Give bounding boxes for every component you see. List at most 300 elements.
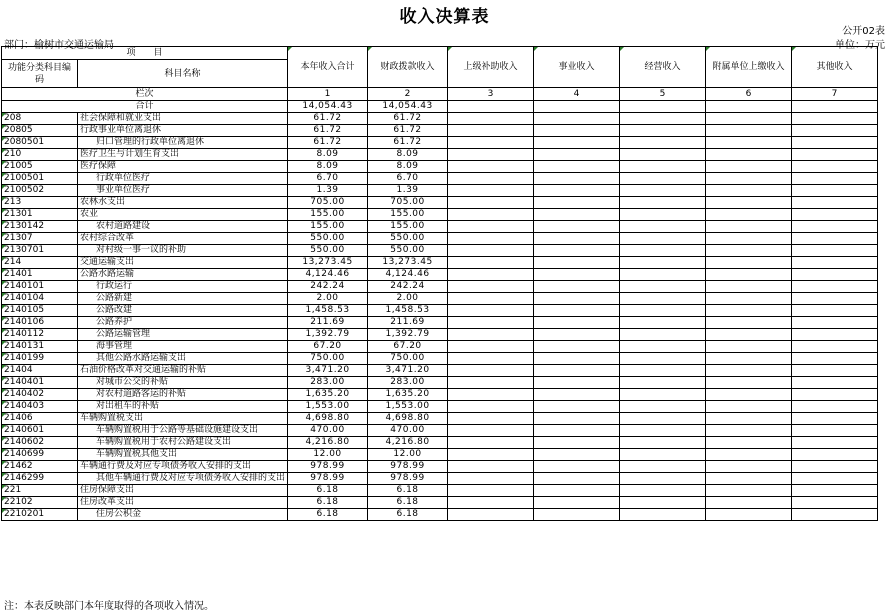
row-name: 交通运输支出 (78, 257, 288, 269)
header-code: 功能分类科目编码 (2, 60, 78, 88)
row-v7 (792, 365, 878, 377)
row-name: 对农村道路客运的补贴 (78, 389, 288, 401)
header-col2: 财政拨款收入 (368, 47, 448, 88)
table-row (2, 329, 878, 341)
row-v6 (706, 401, 792, 413)
row-v3 (448, 113, 534, 125)
row-v3 (448, 497, 534, 509)
table-row (2, 365, 878, 377)
row-v3 (448, 317, 534, 329)
row-v1: 6.18 (288, 497, 368, 509)
page-title: 收入决算表 (399, 7, 490, 27)
row-v5 (620, 281, 706, 293)
table-row (2, 269, 878, 281)
header-col5: 经营收入 (620, 47, 706, 88)
table-row (2, 161, 878, 173)
row-v4 (534, 377, 620, 389)
row-v3 (448, 161, 534, 173)
row-v3 (448, 485, 534, 497)
row-name: 行政单位医疗 (78, 173, 288, 185)
row-name: 社会保障和就业支出 (78, 113, 288, 125)
row-v2: 67.20 (368, 341, 448, 353)
row-v7 (792, 425, 878, 437)
row-v3 (448, 341, 534, 353)
row-v2: 12.00 (368, 449, 448, 461)
row-name: 车辆购置税其他支出 (78, 449, 288, 461)
row-v4 (534, 113, 620, 125)
row-name: 公路养护 (78, 317, 288, 329)
row-v5 (620, 149, 706, 161)
row-v6 (706, 281, 792, 293)
row-v5 (620, 509, 706, 521)
row-v2: 6.18 (368, 497, 448, 509)
row-v5 (620, 173, 706, 185)
row-code: 213 (2, 197, 78, 209)
row-v5 (620, 341, 706, 353)
row-v1: 750.00 (288, 353, 368, 365)
row-v3 (448, 401, 534, 413)
row-name: 车辆购置税用于公路等基础设施建设支出 (78, 425, 288, 437)
row-v4 (534, 257, 620, 269)
row-v1: 242.24 (288, 281, 368, 293)
row-code: 2140199 (2, 353, 78, 365)
department-label: 部门：榆树市交通运输局 (4, 40, 114, 51)
row-name: 公路新建 (78, 293, 288, 305)
row-v7 (792, 449, 878, 461)
row-v7 (792, 257, 878, 269)
row-name: 对城市公交的补贴 (78, 377, 288, 389)
row-v6 (706, 149, 792, 161)
row-v1: 978.99 (288, 473, 368, 485)
row-v5 (620, 197, 706, 209)
row-v6 (706, 233, 792, 245)
row-v4 (534, 245, 620, 257)
header-n2: 2 (368, 88, 448, 101)
row-v5 (620, 461, 706, 473)
row-v2: 6.18 (368, 509, 448, 521)
row-v1: 12.00 (288, 449, 368, 461)
row-v5 (620, 233, 706, 245)
footer-note: 注：本表反映部门本年度取得的各项收入情况。 (4, 601, 214, 612)
row-v6 (706, 113, 792, 125)
table-row (2, 461, 878, 473)
row-v2: 61.72 (368, 137, 448, 149)
row-name: 车辆通行费及对应专项债务收入安排的支出 (78, 461, 288, 473)
header-col6: 附属单位上缴收入 (706, 47, 792, 88)
table-row (2, 425, 878, 437)
table-row (2, 317, 878, 329)
row-v2: 1.39 (368, 185, 448, 197)
row-v6 (706, 473, 792, 485)
row-v2: 1,392.79 (368, 329, 448, 341)
total-v5 (620, 101, 706, 113)
table-row (2, 401, 878, 413)
table-row (2, 233, 878, 245)
table-row (2, 125, 878, 137)
row-v1: 1,553.00 (288, 401, 368, 413)
row-v2: 13,273.45 (368, 257, 448, 269)
row-code: 2210201 (2, 509, 78, 521)
row-v7 (792, 221, 878, 233)
row-code: 210 (2, 149, 78, 161)
row-name: 其他车辆通行费及对应专项债务收入安排的支出 (78, 473, 288, 485)
header-col7: 其他收入 (792, 47, 878, 88)
row-v4 (534, 389, 620, 401)
row-v7 (792, 473, 878, 485)
row-v6 (706, 389, 792, 401)
row-v1: 8.09 (288, 161, 368, 173)
table-row (2, 257, 878, 269)
row-v1: 978.99 (288, 461, 368, 473)
row-v6 (706, 437, 792, 449)
row-v7 (792, 377, 878, 389)
row-v7 (792, 161, 878, 173)
row-v1: 6.70 (288, 173, 368, 185)
row-name: 公路运输管理 (78, 329, 288, 341)
row-v7 (792, 185, 878, 197)
row-v4 (534, 137, 620, 149)
row-v5 (620, 161, 706, 173)
row-v3 (448, 509, 534, 521)
row-v1: 1,458.53 (288, 305, 368, 317)
row-v4 (534, 425, 620, 437)
row-v7 (792, 509, 878, 521)
row-v3 (448, 233, 534, 245)
row-v1: 1.39 (288, 185, 368, 197)
header-n1: 1 (288, 88, 368, 101)
row-name: 农村综合改革 (78, 233, 288, 245)
row-v1: 1,635.20 (288, 389, 368, 401)
row-v1: 67.20 (288, 341, 368, 353)
row-v5 (620, 317, 706, 329)
row-v1: 283.00 (288, 377, 368, 389)
row-v2: 8.09 (368, 149, 448, 161)
row-v1: 8.09 (288, 149, 368, 161)
row-v1: 61.72 (288, 113, 368, 125)
row-v5 (620, 293, 706, 305)
row-v7 (792, 197, 878, 209)
row-v1: 470.00 (288, 425, 368, 437)
row-v4 (534, 461, 620, 473)
row-v7 (792, 317, 878, 329)
row-code: 2140101 (2, 281, 78, 293)
row-code: 2140601 (2, 425, 78, 437)
row-v7 (792, 497, 878, 509)
table-row (2, 149, 878, 161)
row-code: 2146299 (2, 473, 78, 485)
form-code: 公开02表 (842, 26, 885, 37)
row-v1: 211.69 (288, 317, 368, 329)
row-v2: 750.00 (368, 353, 448, 365)
table-row (2, 185, 878, 197)
row-v3 (448, 461, 534, 473)
row-code: 2140602 (2, 437, 78, 449)
row-v4 (534, 197, 620, 209)
table-row (2, 173, 878, 185)
row-v7 (792, 281, 878, 293)
row-v2: 705.00 (368, 197, 448, 209)
row-v6 (706, 413, 792, 425)
row-v7 (792, 149, 878, 161)
row-v7 (792, 437, 878, 449)
row-v1: 550.00 (288, 233, 368, 245)
total-v7 (792, 101, 878, 113)
row-name: 住房公积金 (78, 509, 288, 521)
row-v2: 978.99 (368, 473, 448, 485)
row-v6 (706, 185, 792, 197)
row-v3 (448, 185, 534, 197)
row-v1: 6.18 (288, 509, 368, 521)
row-v2: 550.00 (368, 233, 448, 245)
row-v1: 705.00 (288, 197, 368, 209)
row-name: 对出租车的补贴 (78, 401, 288, 413)
row-v3 (448, 209, 534, 221)
row-v4 (534, 173, 620, 185)
row-code: 2100501 (2, 173, 78, 185)
row-v3 (448, 197, 534, 209)
row-code: 2140106 (2, 317, 78, 329)
row-v6 (706, 245, 792, 257)
row-name: 医疗卫生与计划生育支出 (78, 149, 288, 161)
row-v2: 6.18 (368, 485, 448, 497)
row-v7 (792, 305, 878, 317)
row-v5 (620, 305, 706, 317)
row-name: 农林水支出 (78, 197, 288, 209)
table-row (2, 497, 878, 509)
row-name: 医疗保障 (78, 161, 288, 173)
row-v4 (534, 293, 620, 305)
row-v3 (448, 245, 534, 257)
row-v2: 61.72 (368, 113, 448, 125)
row-v5 (620, 425, 706, 437)
row-v7 (792, 173, 878, 185)
row-name: 行政事业单位离退休 (78, 125, 288, 137)
row-v5 (620, 413, 706, 425)
row-v1: 3,471.20 (288, 365, 368, 377)
row-v4 (534, 437, 620, 449)
row-v3 (448, 473, 534, 485)
row-v3 (448, 425, 534, 437)
row-name: 住房改革支出 (78, 497, 288, 509)
row-v6 (706, 341, 792, 353)
table-row (2, 413, 878, 425)
row-code: 21401 (2, 269, 78, 281)
total-row (2, 101, 878, 113)
row-v5 (620, 221, 706, 233)
row-name: 归口管理的行政单位离退休 (78, 137, 288, 149)
unit-label: 单位：万元 (835, 40, 885, 51)
row-v7 (792, 413, 878, 425)
row-v4 (534, 365, 620, 377)
row-v7 (792, 233, 878, 245)
row-v4 (534, 221, 620, 233)
row-name: 公路水路运输 (78, 269, 288, 281)
row-v5 (620, 365, 706, 377)
row-v3 (448, 437, 534, 449)
row-v2: 283.00 (368, 377, 448, 389)
row-v3 (448, 173, 534, 185)
row-v6 (706, 377, 792, 389)
row-v3 (448, 449, 534, 461)
row-v4 (534, 509, 620, 521)
row-v7 (792, 353, 878, 365)
row-name: 石油价格改革对交通运输的补贴 (78, 365, 288, 377)
row-v7 (792, 485, 878, 497)
row-v7 (792, 209, 878, 221)
row-v3 (448, 269, 534, 281)
row-v2: 1,458.53 (368, 305, 448, 317)
row-v6 (706, 137, 792, 149)
row-v3 (448, 221, 534, 233)
row-v4 (534, 269, 620, 281)
row-code: 2140131 (2, 341, 78, 353)
row-v5 (620, 257, 706, 269)
row-v3 (448, 365, 534, 377)
table-row (2, 113, 878, 125)
table-row (2, 437, 878, 449)
row-code: 21301 (2, 209, 78, 221)
row-code: 2140104 (2, 293, 78, 305)
row-code: 2140402 (2, 389, 78, 401)
row-v5 (620, 449, 706, 461)
table-row (2, 473, 878, 485)
table-row (2, 293, 878, 305)
row-code: 2080501 (2, 137, 78, 149)
row-name: 车辆购置税支出 (78, 413, 288, 425)
row-v4 (534, 329, 620, 341)
row-v1: 1,392.79 (288, 329, 368, 341)
row-name: 事业单位医疗 (78, 185, 288, 197)
row-code: 2130142 (2, 221, 78, 233)
row-v4 (534, 485, 620, 497)
row-v3 (448, 293, 534, 305)
row-v5 (620, 269, 706, 281)
row-v6 (706, 161, 792, 173)
row-v7 (792, 401, 878, 413)
row-v1: 4,698.80 (288, 413, 368, 425)
row-v5 (620, 377, 706, 389)
row-v2: 2.00 (368, 293, 448, 305)
row-code: 2140401 (2, 377, 78, 389)
row-code: 221 (2, 485, 78, 497)
table-row (2, 197, 878, 209)
row-v3 (448, 125, 534, 137)
income-table (1, 46, 878, 521)
row-v1: 155.00 (288, 209, 368, 221)
row-v4 (534, 305, 620, 317)
row-v6 (706, 305, 792, 317)
row-v7 (792, 125, 878, 137)
row-code: 20805 (2, 125, 78, 137)
row-v5 (620, 245, 706, 257)
row-v6 (706, 257, 792, 269)
row-v6 (706, 485, 792, 497)
table-row (2, 485, 878, 497)
row-v2: 61.72 (368, 125, 448, 137)
row-v4 (534, 281, 620, 293)
header-col1: 本年收入合计 (288, 47, 368, 88)
header-n7: 7 (792, 88, 878, 101)
row-v4 (534, 341, 620, 353)
row-code: 2140699 (2, 449, 78, 461)
row-v5 (620, 329, 706, 341)
row-v4 (534, 161, 620, 173)
row-v1: 550.00 (288, 245, 368, 257)
table-row (2, 209, 878, 221)
row-v6 (706, 317, 792, 329)
total-v1: 14,054.43 (288, 101, 368, 113)
row-name: 海事管理 (78, 341, 288, 353)
row-v6 (706, 269, 792, 281)
row-v6 (706, 425, 792, 437)
row-v4 (534, 149, 620, 161)
row-v3 (448, 389, 534, 401)
row-v6 (706, 329, 792, 341)
header-item-group: 项 目 (2, 47, 288, 60)
row-v1: 13,273.45 (288, 257, 368, 269)
row-v7 (792, 245, 878, 257)
row-v5 (620, 353, 706, 365)
row-v2: 4,698.80 (368, 413, 448, 425)
row-v3 (448, 329, 534, 341)
row-code: 21005 (2, 161, 78, 173)
row-v6 (706, 173, 792, 185)
row-v1: 2.00 (288, 293, 368, 305)
row-v6 (706, 497, 792, 509)
row-v6 (706, 365, 792, 377)
row-v5 (620, 485, 706, 497)
row-v7 (792, 389, 878, 401)
row-v2: 8.09 (368, 161, 448, 173)
row-name: 行政运行 (78, 281, 288, 293)
row-name: 其他公路水路运输支出 (78, 353, 288, 365)
row-v3 (448, 137, 534, 149)
header-lanci: 栏次 (2, 88, 288, 101)
row-v2: 155.00 (368, 221, 448, 233)
row-v3 (448, 149, 534, 161)
header-name: 科目名称 (78, 60, 288, 88)
row-v6 (706, 221, 792, 233)
row-code: 208 (2, 113, 78, 125)
row-v4 (534, 473, 620, 485)
row-code: 21406 (2, 413, 78, 425)
row-code: 22102 (2, 497, 78, 509)
row-v1: 4,216.80 (288, 437, 368, 449)
row-v4 (534, 497, 620, 509)
row-v5 (620, 113, 706, 125)
row-v7 (792, 461, 878, 473)
row-name: 农业 (78, 209, 288, 221)
row-v6 (706, 353, 792, 365)
row-v5 (620, 185, 706, 197)
row-v2: 211.69 (368, 317, 448, 329)
row-v2: 155.00 (368, 209, 448, 221)
row-v4 (534, 401, 620, 413)
row-v3 (448, 413, 534, 425)
row-v5 (620, 473, 706, 485)
row-v4 (534, 233, 620, 245)
row-v6 (706, 509, 792, 521)
row-code: 21404 (2, 365, 78, 377)
row-v7 (792, 341, 878, 353)
row-v1: 61.72 (288, 125, 368, 137)
header-n6: 6 (706, 88, 792, 101)
row-v2: 550.00 (368, 245, 448, 257)
row-v6 (706, 209, 792, 221)
row-name: 公路改建 (78, 305, 288, 317)
row-v5 (620, 209, 706, 221)
row-v1: 61.72 (288, 137, 368, 149)
